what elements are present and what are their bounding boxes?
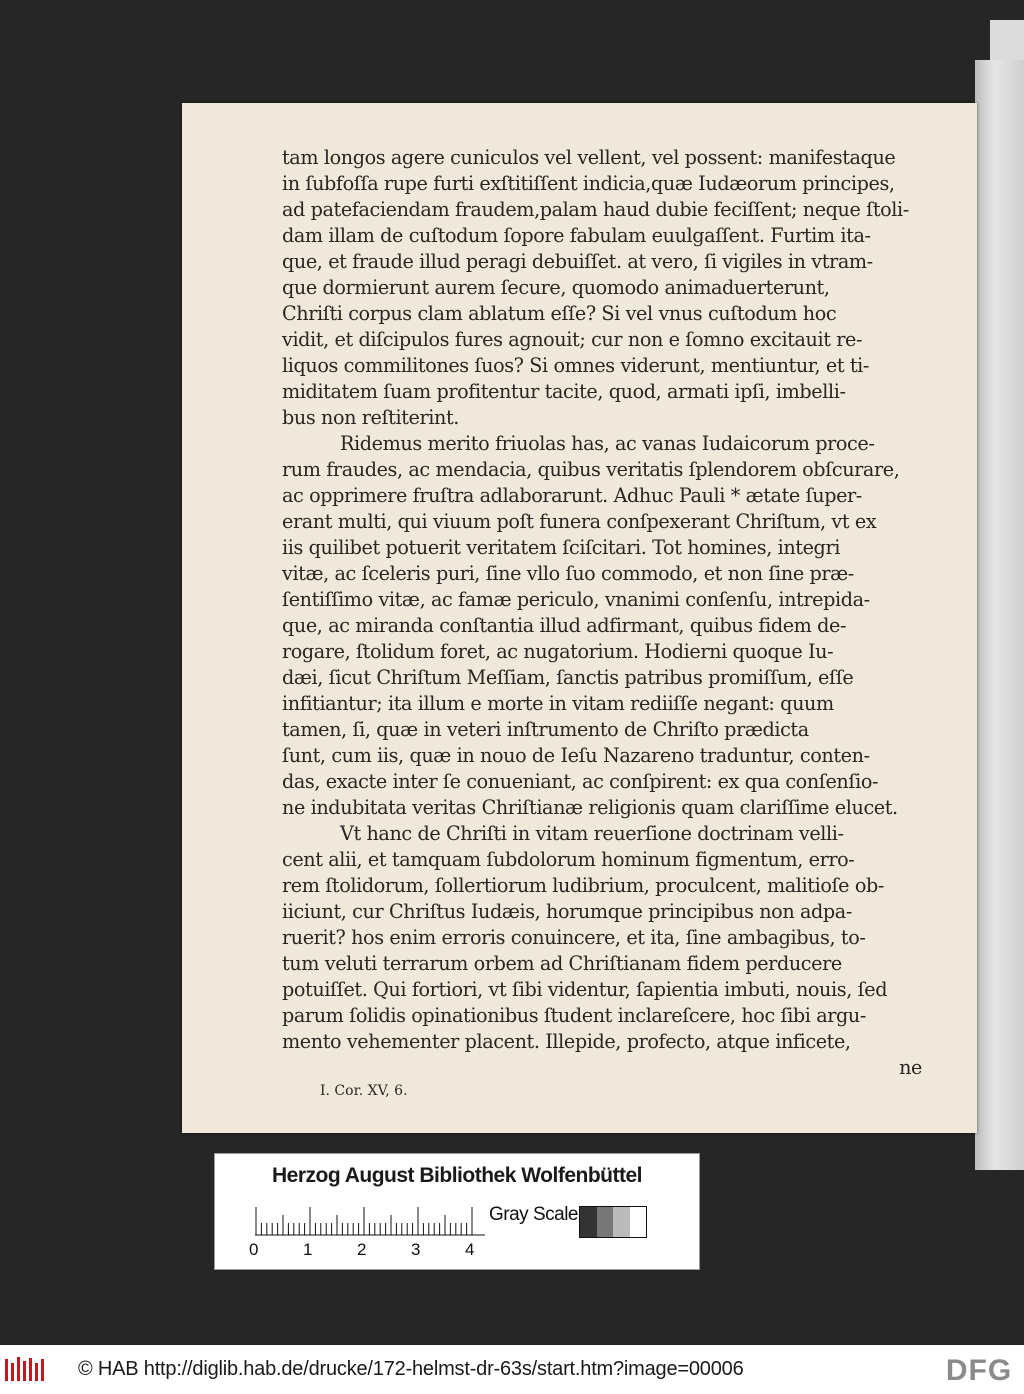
- hab-logo-icon: [4, 1355, 46, 1385]
- ruler-number: 2: [357, 1240, 367, 1259]
- text-line: miditatem ſuam profitentur tacite, quod, armati ipſi, imbelli-: [282, 380, 846, 403]
- library-name: Herzog August Bibliothek Wolfenbüttel: [272, 1164, 642, 1187]
- text-line: infitiantur; ita illum e morte in vitam rediiſſe negant: quum: [282, 692, 834, 715]
- copyright-link[interactable]: © HAB http://diglib.hab.de/drucke/172-helmst-dr-63s/start.htm?image=00006: [78, 1358, 744, 1380]
- catchword: ne: [899, 1056, 922, 1079]
- page-text: [282, 145, 922, 1081]
- text-line: ne indubitata veritas Chriſtianæ religionis quam clariſſime elucet.: [282, 796, 898, 819]
- gray-scale-swatches: [579, 1206, 647, 1238]
- text-line: tum veluti terrarum orbem ad Chriſtianam fidem perducere: [282, 952, 842, 975]
- text-line: bus non reſtiterint.: [282, 406, 459, 429]
- gray-swatch: [630, 1207, 647, 1237]
- text-line: rogare, ſtolidum foret, ac nugatorium. Hodierni quoque Iu-: [282, 640, 834, 663]
- text-line: vidit, et diſcipulos fures agnouit; cur non e ſomno excitauit re-: [282, 328, 863, 351]
- ruler-number: 1: [303, 1240, 313, 1259]
- footnote: I. Cor. XV, 6.: [320, 1083, 408, 1099]
- ruler-number: 0: [249, 1240, 259, 1259]
- text-line: Ridemus merito friuolas has, ac vanas Iudaicorum proce-: [340, 432, 875, 455]
- ruler-scale: [255, 1206, 485, 1236]
- text-line: tamen, ſi, quæ in veteri inſtrumento de Chriſto prædicta: [282, 718, 809, 741]
- text-line: que dormierunt aurem ſecure, quomodo animaduerterunt,: [282, 276, 830, 299]
- adjacent-pages-edge: [975, 60, 1024, 1170]
- viewer-footer: [0, 1345, 1024, 1394]
- text-line: das, exacte inter ſe conueniant, ac conſpirent: ex qua conſenſio-: [282, 770, 879, 793]
- text-line: ruerit? hos enim erroris conuincere, et ita, ſine ambagibus, to-: [282, 926, 866, 949]
- text-line: que, et fraude illud peragi debuiſſet. at vero, ſi vigiles in vtram-: [282, 250, 873, 273]
- book-page: [182, 103, 977, 1133]
- text-line: ad patefaciendam fraudem,palam haud dubie feciſſent; neque ſtoli-: [282, 198, 909, 221]
- text-line: parum ſolidis opinationibus ſtudent inclareſcere, hoc ſibi argu-: [282, 1004, 866, 1027]
- text-line: iiciunt, cur Chriſtus Iudæis, horumque principibus non adpa-: [282, 900, 852, 923]
- gray-scale-label: Gray Scale: [489, 1204, 578, 1225]
- text-line: dæi, ſicut Chriſtum Meſſiam, ſanctis patribus promiſſum, eſſe: [282, 666, 854, 689]
- text-line: que, ac miranda conſtantia illud adfirmant, quibus fidem de-: [282, 614, 847, 637]
- gray-swatch: [597, 1207, 614, 1237]
- text-line: dam illam de cuſtodum ſopore fabulam euulgaſſent. Furtim ita-: [282, 224, 871, 247]
- text-line: rum fraudes, ac mendacia, quibus veritatis ſplendorem obſcurare,: [282, 458, 900, 481]
- text-line: ac opprimere fruſtra adlaborarunt. Adhuc Pauli * ætate ſuper-: [282, 484, 862, 507]
- ruler-number: 4: [465, 1240, 475, 1259]
- text-line: ſunt, cum iis, quæ in nouo de Ieſu Nazareno traduntur, conten-: [282, 744, 870, 767]
- text-line: Chriſti corpus clam ablatum eſſe? Si vel vnus cuſtodum hoc: [282, 302, 837, 325]
- dfg-logo: DFG: [936, 1351, 1022, 1391]
- text-line: vitæ, ac ſceleris puri, ſine vllo ſuo commodo, et non ſine præ-: [282, 562, 854, 585]
- text-line: tam longos agere cuniculos vel vellent, vel possent: manifestaque: [282, 146, 896, 169]
- text-line: in ſubfoſſa rupe furti exſtitiſſent indicia,quæ Iudæorum principes,: [282, 172, 895, 195]
- ruler-numbers: [249, 1240, 499, 1260]
- ruler-number: 3: [411, 1240, 421, 1259]
- text-line: Vt hanc de Chriſti in vitam reuerſione doctrinam velli-: [340, 822, 844, 845]
- text-line: iis quilibet potuerit veritatem ſciſcitari. Tot homines, integri: [282, 536, 840, 559]
- text-line: mento vehementer placent. Illepide, profecto, atque inficete,: [282, 1030, 851, 1053]
- text-line: cent alii, et tamquam ſubdolorum hominum figmentum, erro-: [282, 848, 855, 871]
- gray-swatch: [580, 1207, 597, 1237]
- library-color-card: [214, 1153, 700, 1270]
- text-line: liquos commilitones ſuos? Si omnes viderunt, mentiuntur, et ti-: [282, 354, 869, 377]
- gray-swatch: [613, 1207, 630, 1237]
- text-line: erant multi, qui viuum poſt funera conſpexerant Chriſtum, vt ex: [282, 510, 877, 533]
- text-line: ſentiſſimo vitæ, ac famæ periculo, vnanimi conſenſu, intrepida-: [282, 588, 870, 611]
- text-line: rem ſtolidorum, ſollertiorum ludibrium, proculcent, malitioſe ob-: [282, 874, 884, 897]
- text-line: potuiſſet. Qui fortiori, vt ſibi videntur, ſapientia imbuti, nouis, ſed: [282, 978, 888, 1001]
